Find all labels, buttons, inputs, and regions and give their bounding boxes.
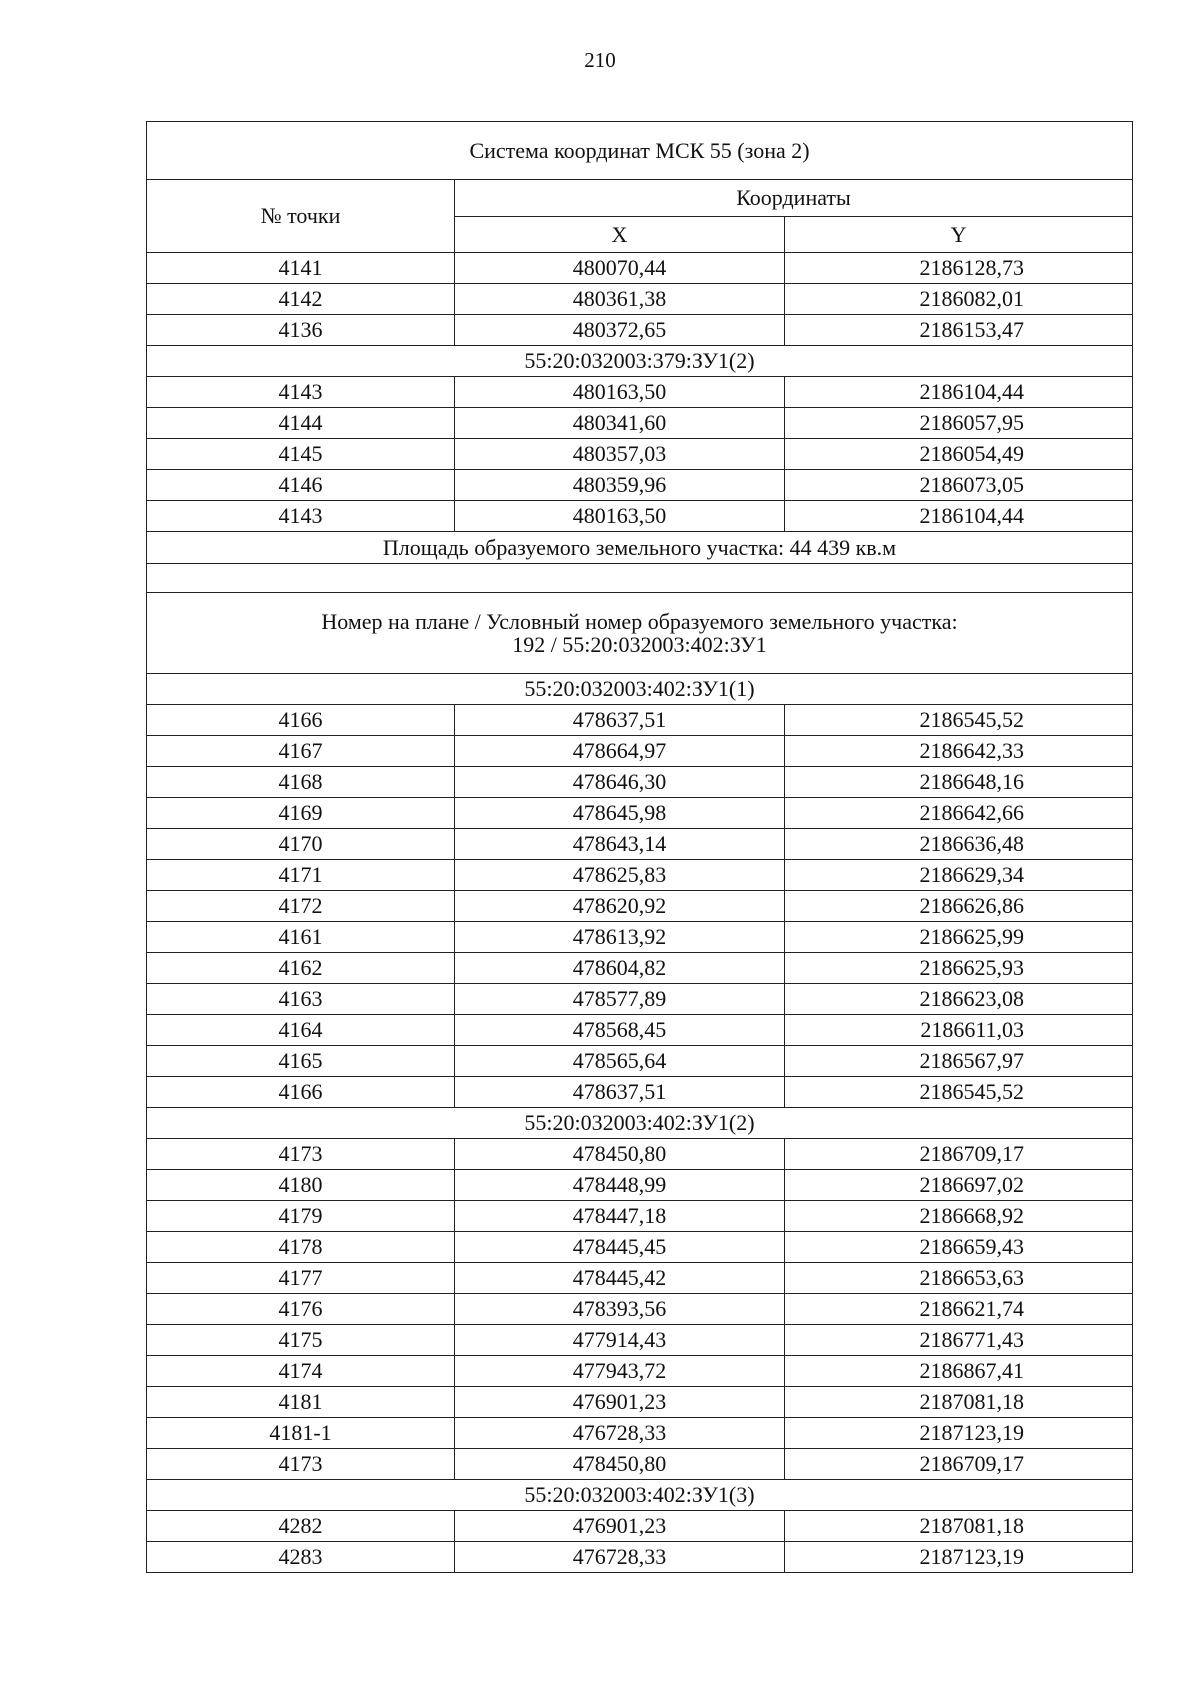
table-header-row — [147, 180, 1133, 217]
y-coordinate-cell: 2186621,74 — [785, 1294, 1133, 1325]
point-number-cell: 4145 — [147, 439, 455, 470]
y-coordinate-cell: 2186697,02 — [785, 1170, 1133, 1201]
point-number-cell: 4168 — [147, 767, 455, 798]
x-coordinate-cell: 478568,45 — [455, 1015, 785, 1046]
point-number-cell: 4165 — [147, 1046, 455, 1077]
x-coordinate-cell: 478646,30 — [455, 767, 785, 798]
x-coordinate-cell: 480357,03 — [455, 439, 785, 470]
table-row — [147, 860, 1133, 891]
y-coordinate-cell: 2186153,47 — [785, 315, 1133, 346]
table-row — [147, 798, 1133, 829]
empty-row — [147, 564, 1133, 593]
x-coordinate-cell: 480359,96 — [455, 470, 785, 501]
point-number-cell: 4141 — [147, 253, 455, 284]
point-number-cell: 4143 — [147, 377, 455, 408]
x-coordinate-cell: 480372,65 — [455, 315, 785, 346]
y-coordinate-cell: 2186128,73 — [785, 253, 1133, 284]
y-coordinate-cell: 2186771,43 — [785, 1325, 1133, 1356]
point-number-cell: 4162 — [147, 953, 455, 984]
y-coordinate-cell: 2187081,18 — [785, 1511, 1133, 1542]
point-number-cell: 4167 — [147, 736, 455, 767]
y-coordinate-cell: 2186867,41 — [785, 1356, 1133, 1387]
y-coordinate-cell: 2186648,16 — [785, 767, 1133, 798]
y-coordinate-cell: 2187123,19 — [785, 1542, 1133, 1573]
y-coordinate-cell: 2186625,99 — [785, 922, 1133, 953]
x-coordinate-cell: 480361,38 — [455, 284, 785, 315]
table-row — [147, 705, 1133, 736]
section-heading-row — [147, 1108, 1133, 1139]
y-coordinate-cell: 2186104,44 — [785, 501, 1133, 532]
x-coordinate-cell: 477943,72 — [455, 1356, 785, 1387]
point-number-cell: 4164 — [147, 1015, 455, 1046]
x-coordinate-cell: 478625,83 — [455, 860, 785, 891]
y-coordinate-cell: 2186642,33 — [785, 736, 1133, 767]
y-coordinate-cell: 2186082,01 — [785, 284, 1133, 315]
table-row — [147, 1015, 1133, 1046]
area-text: Площадь образуемого земельного участка: 44 439 кв.м — [147, 532, 1133, 564]
point-number-header: № точки — [147, 180, 455, 253]
x-coordinate-cell: 478450,80 — [455, 1449, 785, 1480]
y-coordinate-cell: 2186057,95 — [785, 408, 1133, 439]
table-row — [147, 1232, 1133, 1263]
x-coordinate-cell: 480163,50 — [455, 377, 785, 408]
x-coordinate-cell: 476728,33 — [455, 1418, 785, 1449]
y-coordinate-cell: 2186567,97 — [785, 1046, 1133, 1077]
table-row — [147, 1201, 1133, 1232]
x-header: X — [455, 217, 785, 253]
point-number-cell: 4143 — [147, 501, 455, 532]
x-coordinate-cell: 478637,51 — [455, 1077, 785, 1108]
x-coordinate-cell: 478445,42 — [455, 1263, 785, 1294]
table-row — [147, 736, 1133, 767]
area-text-row — [147, 532, 1133, 564]
point-number-cell: 4176 — [147, 1294, 455, 1325]
y-coordinate-cell: 2187081,18 — [785, 1387, 1133, 1418]
point-number-cell: 4166 — [147, 705, 455, 736]
y-coordinate-cell: 2186545,52 — [785, 1077, 1133, 1108]
point-number-cell: 4163 — [147, 984, 455, 1015]
y-coordinate-cell: 2186626,86 — [785, 891, 1133, 922]
x-coordinate-cell: 478577,89 — [455, 984, 785, 1015]
y-coordinate-cell: 2186545,52 — [785, 705, 1133, 736]
section-heading: 55:20:032003:402:ЗУ1(1) — [147, 674, 1133, 705]
point-number-cell: 4282 — [147, 1511, 455, 1542]
table-row — [147, 470, 1133, 501]
plan-number-cell — [147, 593, 1133, 674]
x-coordinate-cell: 478613,92 — [455, 922, 785, 953]
table-row — [147, 1387, 1133, 1418]
table-row — [147, 408, 1133, 439]
point-number-cell: 4172 — [147, 891, 455, 922]
table-title-row — [147, 122, 1133, 180]
table-row — [147, 377, 1133, 408]
table-row — [147, 284, 1133, 315]
table-row — [147, 1139, 1133, 1170]
point-number-cell: 4175 — [147, 1325, 455, 1356]
x-coordinate-cell: 480163,50 — [455, 501, 785, 532]
table-row — [147, 922, 1133, 953]
x-coordinate-cell: 476728,33 — [455, 1542, 785, 1573]
table-row — [147, 253, 1133, 284]
point-number-cell: 4171 — [147, 860, 455, 891]
x-coordinate-cell: 478393,56 — [455, 1294, 785, 1325]
y-coordinate-cell: 2186653,63 — [785, 1263, 1133, 1294]
table-row — [147, 315, 1133, 346]
point-number-cell: 4173 — [147, 1139, 455, 1170]
plan-number-label: Номер на плане / Условный номер образуемого земельного участка: — [321, 608, 958, 634]
y-header: Y — [785, 217, 1133, 253]
x-coordinate-cell: 478450,80 — [455, 1139, 785, 1170]
x-coordinate-cell: 478637,51 — [455, 705, 785, 736]
point-number-cell: 4144 — [147, 408, 455, 439]
coordinate-system-title: Система координат МСК 55 (зона 2) — [147, 122, 1133, 180]
section-heading-row — [147, 674, 1133, 705]
section-heading: 55:20:032003:402:ЗУ1(2) — [147, 1108, 1133, 1139]
x-coordinate-cell: 478448,99 — [455, 1170, 785, 1201]
point-number-cell: 4136 — [147, 315, 455, 346]
point-number-cell: 4283 — [147, 1542, 455, 1573]
plan-number-cell-row — [147, 593, 1133, 674]
point-number-cell: 4178 — [147, 1232, 455, 1263]
table-row — [147, 1511, 1133, 1542]
y-coordinate-cell: 2186668,92 — [785, 1201, 1133, 1232]
table-row — [147, 1542, 1133, 1573]
coordinates-header: Координаты — [455, 180, 1133, 217]
point-number-cell: 4181 — [147, 1387, 455, 1418]
page-number: 210 — [584, 48, 616, 72]
point-number-cell: 4174 — [147, 1356, 455, 1387]
y-coordinate-cell: 2186642,66 — [785, 798, 1133, 829]
coordinates-table — [146, 121, 1133, 1573]
x-coordinate-cell: 476901,23 — [455, 1511, 785, 1542]
y-coordinate-cell: 2186659,43 — [785, 1232, 1133, 1263]
table-row — [147, 1046, 1133, 1077]
plan-number-value: 192 / 55:20:032003:402:ЗУ1 — [512, 632, 767, 657]
table-row — [147, 1077, 1133, 1108]
table-row — [147, 767, 1133, 798]
table-row — [147, 984, 1133, 1015]
table-row — [147, 1294, 1133, 1325]
table-row — [147, 501, 1133, 532]
x-coordinate-cell: 477914,43 — [455, 1325, 785, 1356]
point-number-cell: 4166 — [147, 1077, 455, 1108]
section-heading-row — [147, 1480, 1133, 1511]
x-coordinate-cell: 480341,60 — [455, 408, 785, 439]
point-number-cell: 4170 — [147, 829, 455, 860]
section-heading: 55:20:032003:379:ЗУ1(2) — [147, 346, 1133, 377]
y-coordinate-cell: 2187123,19 — [785, 1418, 1133, 1449]
empty-row-row — [147, 564, 1133, 593]
table-row — [147, 1418, 1133, 1449]
table-row — [147, 1170, 1133, 1201]
x-coordinate-cell: 476901,23 — [455, 1387, 785, 1418]
point-number-cell: 4179 — [147, 1201, 455, 1232]
y-coordinate-cell: 2186709,17 — [785, 1139, 1133, 1170]
y-coordinate-cell: 2186623,08 — [785, 984, 1133, 1015]
y-coordinate-cell: 2186054,49 — [785, 439, 1133, 470]
table-row — [147, 1325, 1133, 1356]
point-number-cell: 4180 — [147, 1170, 455, 1201]
y-coordinate-cell: 2186073,05 — [785, 470, 1133, 501]
table-row — [147, 439, 1133, 470]
table-row — [147, 1356, 1133, 1387]
y-coordinate-cell: 2186104,44 — [785, 377, 1133, 408]
x-coordinate-cell: 478645,98 — [455, 798, 785, 829]
point-number-cell: 4177 — [147, 1263, 455, 1294]
x-coordinate-cell: 480070,44 — [455, 253, 785, 284]
point-number-cell: 4146 — [147, 470, 455, 501]
table-row — [147, 1449, 1133, 1480]
x-coordinate-cell: 478565,64 — [455, 1046, 785, 1077]
table-row — [147, 829, 1133, 860]
point-number-cell: 4173 — [147, 1449, 455, 1480]
point-number-cell: 4161 — [147, 922, 455, 953]
x-coordinate-cell: 478447,18 — [455, 1201, 785, 1232]
y-coordinate-cell: 2186636,48 — [785, 829, 1133, 860]
y-coordinate-cell: 2186625,93 — [785, 953, 1133, 984]
table-row — [147, 891, 1133, 922]
y-coordinate-cell: 2186611,03 — [785, 1015, 1133, 1046]
section-heading: 55:20:032003:402:ЗУ1(3) — [147, 1480, 1133, 1511]
section-heading-row — [147, 346, 1133, 377]
x-coordinate-cell: 478620,92 — [455, 891, 785, 922]
x-coordinate-cell: 478604,82 — [455, 953, 785, 984]
point-number-cell: 4181-1 — [147, 1418, 455, 1449]
x-coordinate-cell: 478643,14 — [455, 829, 785, 860]
x-coordinate-cell: 478445,45 — [455, 1232, 785, 1263]
table-row — [147, 1263, 1133, 1294]
point-number-cell: 4142 — [147, 284, 455, 315]
y-coordinate-cell: 2186629,34 — [785, 860, 1133, 891]
point-number-cell: 4169 — [147, 798, 455, 829]
x-coordinate-cell: 478664,97 — [455, 736, 785, 767]
table-row — [147, 953, 1133, 984]
y-coordinate-cell: 2186709,17 — [785, 1449, 1133, 1480]
